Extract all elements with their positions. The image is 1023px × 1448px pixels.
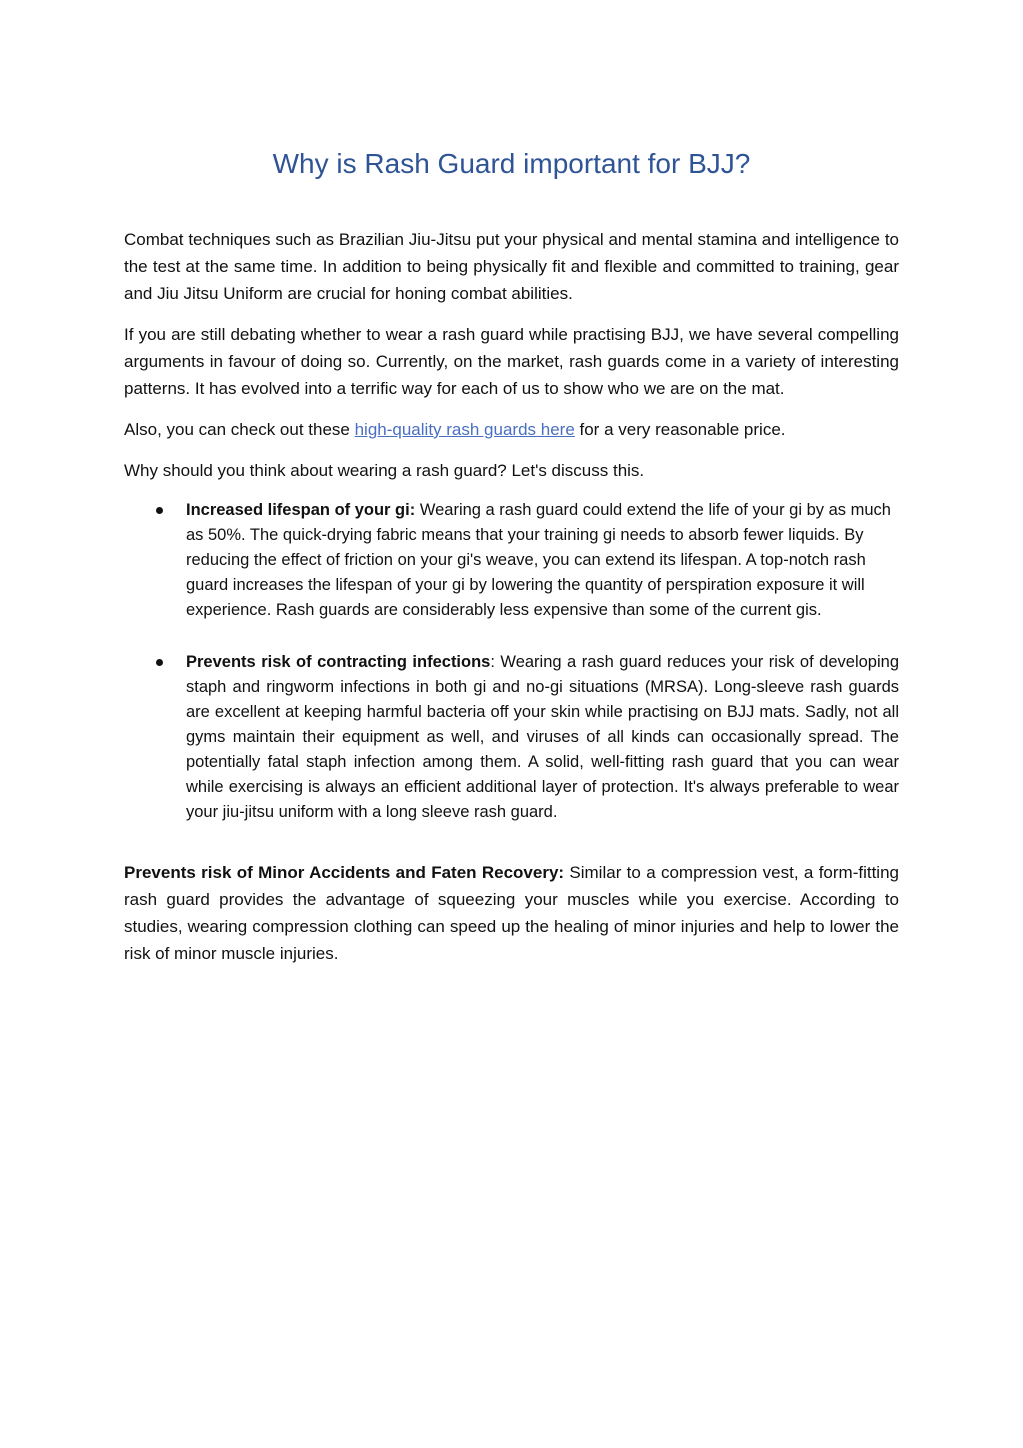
bullet-icon (156, 659, 163, 666)
link-paragraph (124, 416, 899, 443)
list-item-heading: Prevents risk of contracting infections (186, 653, 491, 671)
list-item-heading: Increased lifespan of your gi: (186, 501, 416, 519)
document-body (124, 226, 899, 981)
discussion-paragraph: Why should you think about wearing a rash guard? Let's discuss this. (124, 461, 645, 480)
list-item (124, 650, 899, 825)
list-item-text: : Wearing a rash guard reduces your risk of developing staph and ringworm infections in both gi and no-gi situations (MRSA). Long-sleeve rash guards are excellent at keeping harmful bacteria off your skin while practising on BJJ mats. Sadly, not all gyms maintain their equipment as well, and viruses of all kinds can occasionally spread. The potentially fatal staph infection among them. A solid, well-fitting rash guard that you can wear while exercising is always an efficient additional layer of protection. It's always preferable to wear your jiu-jitsu uniform with a long sleeve rash guard. (186, 653, 899, 821)
link-paragraph-suffix: for a very reasonable price. (574, 420, 786, 439)
list-item-text: Wearing a rash guard could extend the life of your gi by as much as 50%. The quick-drying fabric means that your training gi needs to absorb fewer liquids. By reducing the effect of friction on your gi's weave, you can extend its lifespan. A top-notch rash guard increases the lifespan of your gi by lowering the quantity of perspiration exposure it will experience. Rash guards are considerably less expensive than some of the current gis. (186, 501, 891, 619)
rash-guards-link[interactable]: high-quality rash guards here (354, 420, 575, 439)
arguments-paragraph: If you are still debating whether to wear a rash guard while practising BJJ, we have several compelling arguments in favour of doing so. Currently, on the market, rash guards come in a variety of interesting patterns. It has evolved into a terrific way for each of us to show who we are on the mat. (124, 325, 899, 398)
recovery-paragraph (124, 859, 899, 967)
link-paragraph-prefix: Also, you can check out these (124, 420, 355, 439)
recovery-text: Similar to a compression vest, a form-fitting rash guard provides the advantage of squeezing your muscles while you exercise. According to studies, wearing compression clothing can speed up the healing of minor injuries and help to lower the risk of minor muscle injuries. (124, 863, 899, 963)
page-title: Why is Rash Guard important for BJJ? (272, 148, 751, 179)
recovery-heading: Prevents risk of Minor Accidents and Faten Recovery: (124, 863, 565, 882)
benefits-list (124, 498, 899, 825)
intro-paragraph: Combat techniques such as Brazilian Jiu-Jitsu put your physical and mental stamina and intelligence to the test at the same time. In addition to being physically fit and flexible and committed to training, gear and Jiu Jitsu Uniform are crucial for honing combat abilities. (124, 230, 899, 303)
bullet-icon (156, 507, 163, 514)
list-item (124, 498, 899, 623)
